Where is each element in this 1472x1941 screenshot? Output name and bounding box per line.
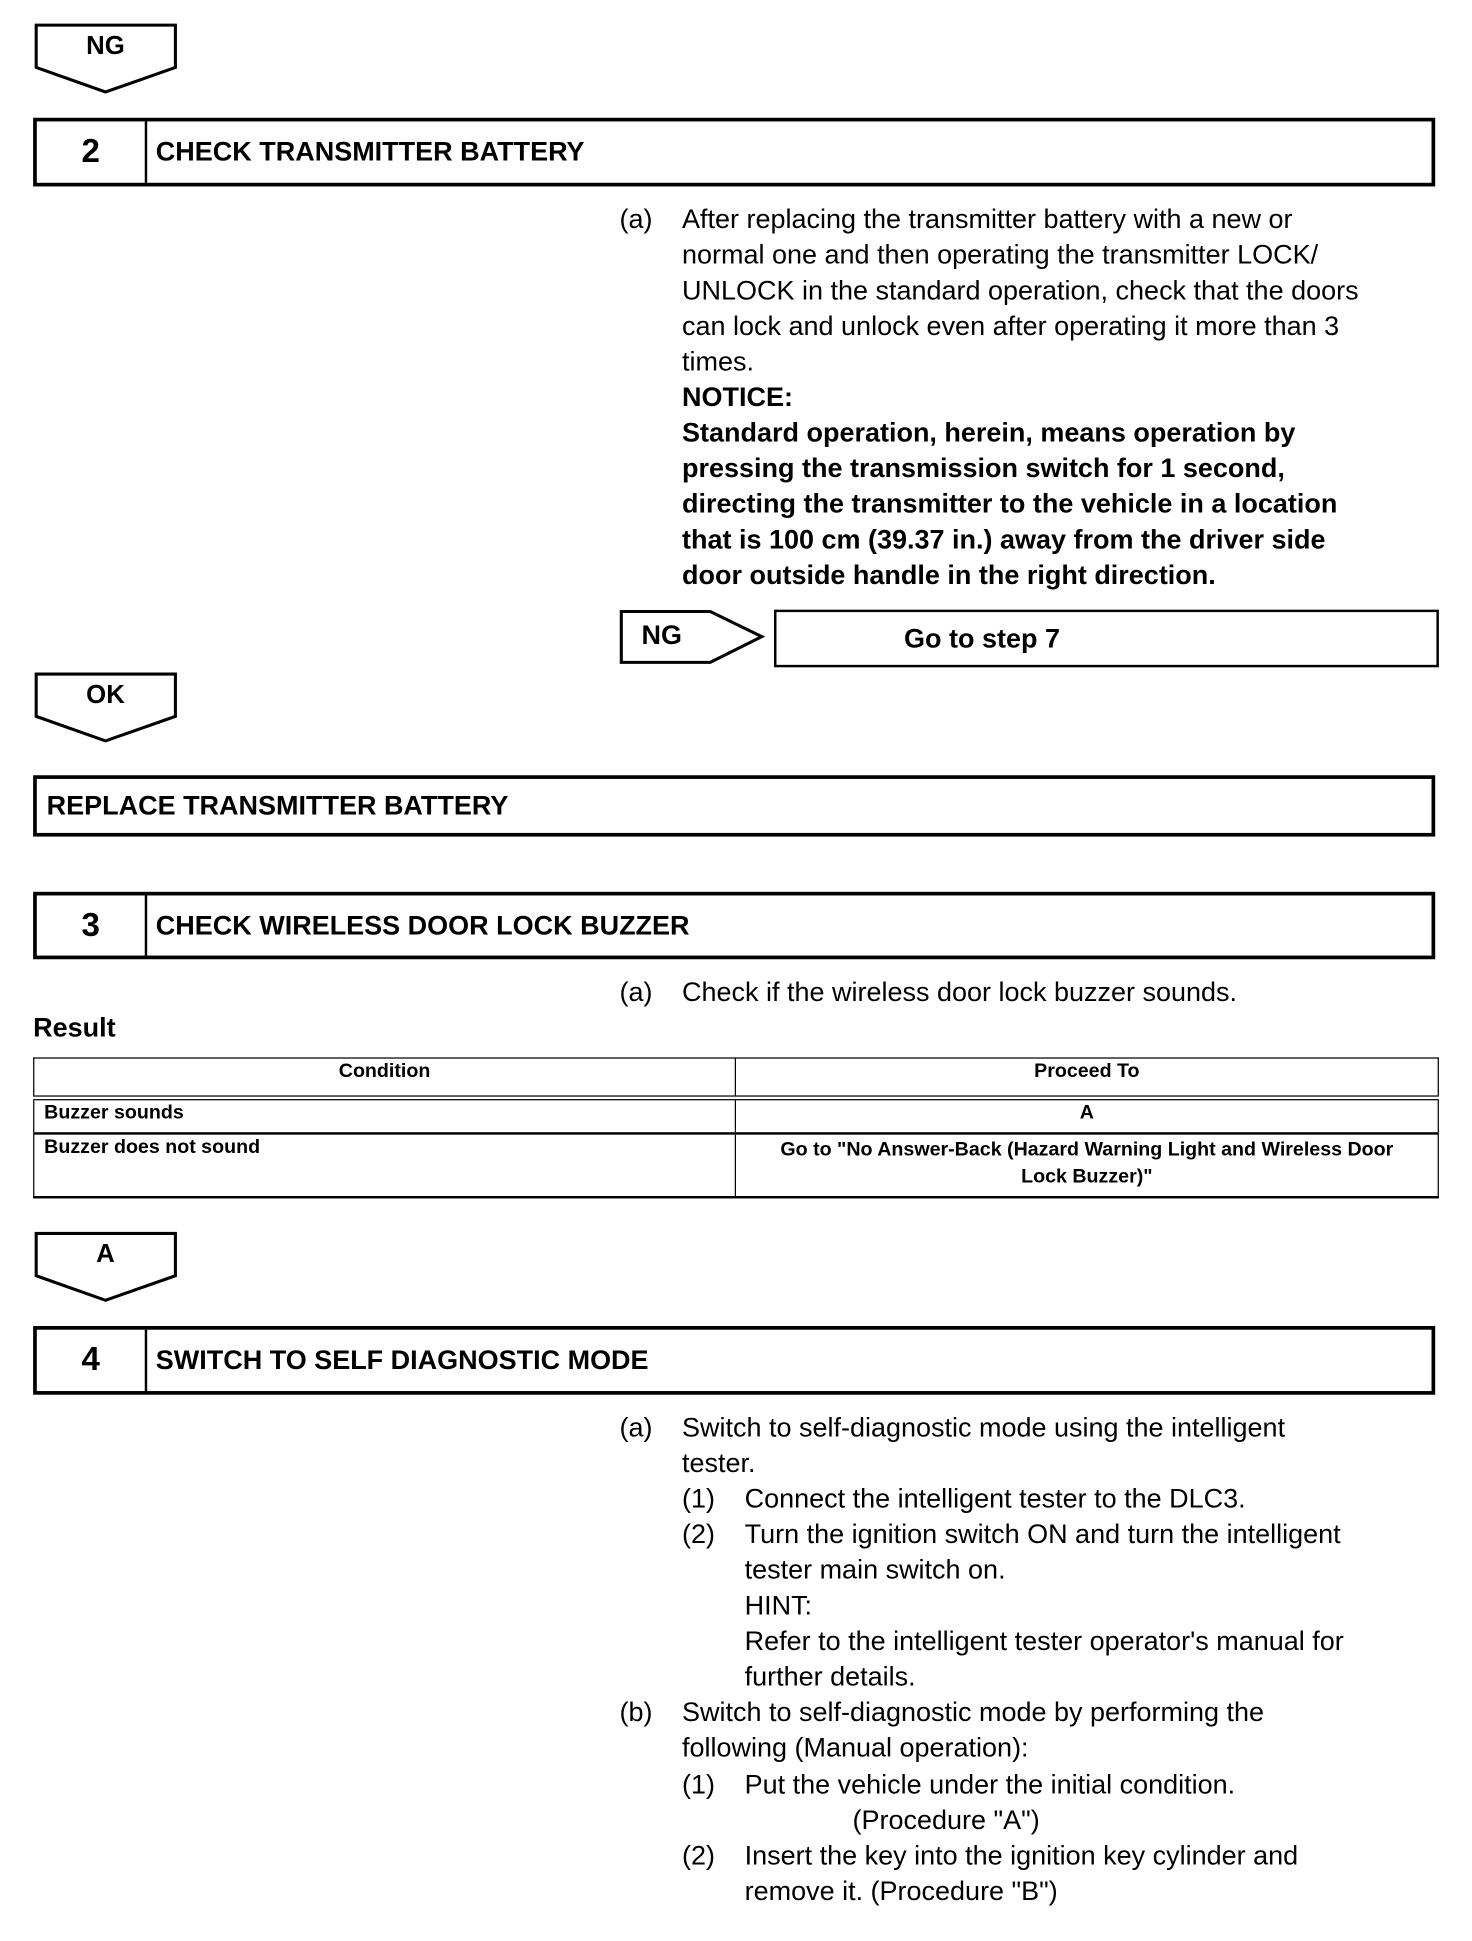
table-row — [34, 1098, 1439, 1134]
step-number: 4 — [37, 1330, 147, 1391]
ng-branch-arrow — [619, 610, 766, 666]
instruction-text: remove it. (Procedure "B") — [744, 1875, 1058, 1907]
item-label: (a) — [619, 1411, 653, 1443]
table-header-row — [34, 1058, 1439, 1098]
table-cell: Buzzer does not sound — [34, 1133, 736, 1197]
go-to-step-label: Go to step 7 — [904, 623, 1060, 654]
instruction-text: Put the vehicle under the initial condition. — [744, 1768, 1236, 1800]
instruction-text: Insert the key into the ignition key cylinder and — [744, 1840, 1299, 1871]
ng-result-badge — [34, 23, 179, 94]
instruction-text: Connect the intelligent tester to the DLC3. — [744, 1483, 1246, 1514]
hint-text: Refer to the intelligent tester operator's manual for — [744, 1625, 1344, 1657]
instruction-text: following (Manual operation): — [682, 1732, 1029, 1763]
a-result-badge — [34, 1232, 179, 1303]
badge-label: A — [96, 1240, 115, 1269]
instruction-text: tester main switch on. — [744, 1554, 1006, 1585]
column-header: Proceed To — [735, 1058, 1438, 1098]
table-row — [34, 1133, 1439, 1197]
ok-result-badge — [34, 672, 179, 743]
instruction-text: After replacing the transmitter battery with a new or — [682, 203, 1293, 235]
sub-item-label: (1) — [682, 1483, 716, 1514]
step-3-header — [33, 892, 1435, 959]
notice-text: that is 100 cm (39.37 in.) away from the driver side — [682, 523, 1326, 555]
instruction-text: Switch to self-diagnostic mode using the intelligent — [682, 1411, 1286, 1443]
step-title: CHECK WIRELESS DOOR LOCK BUZZER — [155, 910, 690, 941]
notice-text: pressing the transmission switch for 1 second, — [682, 452, 1285, 484]
table-cell: A — [735, 1098, 1438, 1134]
item-label: (a) — [619, 976, 653, 1008]
notice-text: door outside handle in the right direction. — [682, 559, 1216, 591]
step-number: 2 — [37, 121, 147, 182]
sub-item-label: (2) — [682, 1518, 716, 1550]
step-4-header — [33, 1326, 1435, 1395]
item-label: (b) — [619, 1696, 653, 1728]
go-to-step-7-link[interactable] — [774, 610, 1439, 668]
instruction-text: can lock and unlock even after operating it more than 3 — [682, 310, 1340, 342]
result-table — [33, 1057, 1439, 1198]
instruction-text: (Procedure "A") — [852, 1804, 1040, 1836]
action-title: REPLACE TRANSMITTER BATTERY — [46, 789, 509, 821]
instruction-text: Switch to self-diagnostic mode by performing the — [682, 1696, 1265, 1728]
ng-label: NG — [641, 619, 683, 651]
instruction-text: times. — [682, 345, 755, 377]
result-label: Result — [33, 1012, 116, 1043]
badge-label: OK — [86, 680, 125, 710]
hint-label: HINT: — [744, 1589, 813, 1621]
instruction-text: normal one and then operating the transmitter LOCK/ — [682, 239, 1319, 270]
table-cell: Go to "No Answer-Back (Hazard Warning Light and Wireless Door Lock Buzzer)" — [735, 1133, 1438, 1197]
step-2-header — [33, 118, 1435, 187]
notice-label: NOTICE: — [682, 381, 793, 413]
replace-battery-box — [33, 775, 1435, 836]
step-title: SWITCH TO SELF DIAGNOSTIC MODE — [155, 1344, 649, 1376]
column-header: Condition — [34, 1058, 736, 1098]
instruction-text: UNLOCK in the standard operation, check that the doors — [682, 274, 1359, 306]
instruction-text: Check if the wireless door lock buzzer sounds. — [682, 976, 1238, 1008]
sub-item-label: (1) — [682, 1768, 716, 1800]
badge-label: NG — [86, 31, 125, 61]
table-cell: Buzzer sounds — [34, 1098, 736, 1134]
notice-text: directing the transmitter to the vehicle in a location — [682, 488, 1338, 519]
instruction-text: Turn the ignition switch ON and turn the intelligent — [744, 1518, 1341, 1550]
step-number: 3 — [37, 895, 147, 955]
notice-text: Standard operation, herein, means operation by — [682, 417, 1296, 448]
hint-text: further details. — [744, 1660, 916, 1692]
sub-item-label: (2) — [682, 1840, 716, 1871]
instruction-text: tester. — [682, 1447, 756, 1479]
item-label: (a) — [619, 203, 653, 235]
step-title: CHECK TRANSMITTER BATTERY — [155, 136, 585, 167]
